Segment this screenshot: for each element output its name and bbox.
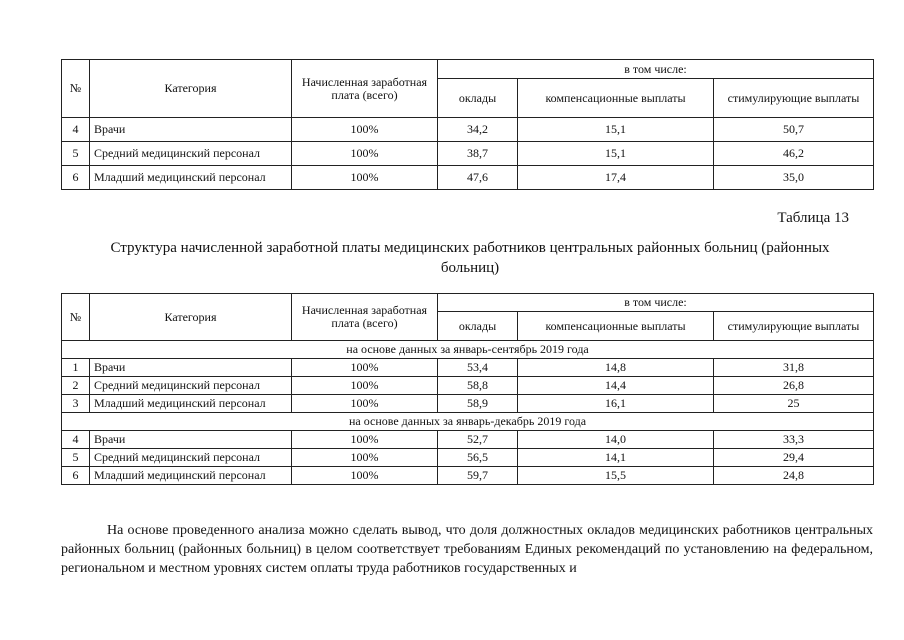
table-row	[62, 395, 874, 413]
header-num: №	[62, 294, 90, 341]
table-continuation	[61, 59, 874, 190]
cell-compensation: 15,1	[518, 118, 714, 142]
cell-category: Врачи	[90, 118, 292, 142]
cell-salaries: 58,8	[438, 377, 518, 395]
cell-num: 5	[62, 449, 90, 467]
cell-total: 100%	[292, 449, 438, 467]
cell-incentive: 35,0	[714, 166, 874, 190]
header-incentive: стимулирующие выплаты	[714, 79, 874, 118]
cell-compensation: 17,4	[518, 166, 714, 190]
table-13	[61, 293, 874, 485]
header-compensation: компенсационные выплаты	[518, 312, 714, 341]
table-row	[62, 449, 874, 467]
header-accrued: Начисленная заработная плата (всего)	[292, 294, 438, 341]
cell-salaries: 47,6	[438, 166, 518, 190]
cell-salaries: 56,5	[438, 449, 518, 467]
cell-num: 4	[62, 118, 90, 142]
cell-category: Младший медицинский персонал	[90, 395, 292, 413]
header-including: в том числе:	[438, 60, 874, 79]
body-paragraph: На основе проведенного анализа можно сделать вывод, что доля должностных окладов медицинских работников центральных районных больниц (районных больниц) в целом соответствует требованиям Единых рекомендаций по установлению на федеральном, региональном и местном уровнях систем оплаты труда работников государственных и	[61, 523, 873, 576]
cell-incentive: 25	[714, 395, 874, 413]
cell-incentive: 50,7	[714, 118, 874, 142]
cell-salaries: 53,4	[438, 359, 518, 377]
cell-num: 6	[62, 467, 90, 485]
section-header: на основе данных за январь-сентябрь 2019 года	[62, 341, 874, 359]
cell-compensation: 14,8	[518, 359, 714, 377]
cell-total: 100%	[292, 377, 438, 395]
cell-category: Врачи	[90, 431, 292, 449]
cell-compensation: 14,0	[518, 431, 714, 449]
cell-total: 100%	[292, 142, 438, 166]
cell-category: Врачи	[90, 359, 292, 377]
cell-salaries: 38,7	[438, 142, 518, 166]
table-row	[62, 142, 874, 166]
cell-incentive: 24,8	[714, 467, 874, 485]
cell-num: 6	[62, 166, 90, 190]
header-incentive: стимулирующие выплаты	[714, 312, 874, 341]
table-row	[62, 118, 874, 142]
cell-total: 100%	[292, 467, 438, 485]
cell-total: 100%	[292, 166, 438, 190]
cell-total: 100%	[292, 118, 438, 142]
header-salaries: оклады	[438, 312, 518, 341]
header-category: Категория	[90, 294, 292, 341]
cell-category: Средний медицинский персонал	[90, 449, 292, 467]
cell-compensation: 16,1	[518, 395, 714, 413]
cell-num: 5	[62, 142, 90, 166]
cell-compensation: 14,4	[518, 377, 714, 395]
cell-num: 4	[62, 431, 90, 449]
cell-salaries: 59,7	[438, 467, 518, 485]
table-row	[62, 467, 874, 485]
cell-salaries: 58,9	[438, 395, 518, 413]
table-number: Таблица 13	[777, 210, 849, 226]
cell-incentive: 31,8	[714, 359, 874, 377]
table-row	[62, 377, 874, 395]
cell-category: Младший медицинский персонал	[90, 467, 292, 485]
cell-num: 3	[62, 395, 90, 413]
cell-total: 100%	[292, 431, 438, 449]
header-salaries: оклады	[438, 79, 518, 118]
cell-salaries: 52,7	[438, 431, 518, 449]
cell-category: Средний медицинский персонал	[90, 142, 292, 166]
cell-salaries: 34,2	[438, 118, 518, 142]
cell-incentive: 33,3	[714, 431, 874, 449]
table-row	[62, 166, 874, 190]
cell-num: 1	[62, 359, 90, 377]
cell-compensation: 15,5	[518, 467, 714, 485]
table-row	[62, 431, 874, 449]
header-compensation: компенсационные выплаты	[518, 79, 714, 118]
header-accrued: Начисленная заработная плата (всего)	[292, 60, 438, 118]
cell-compensation: 15,1	[518, 142, 714, 166]
cell-incentive: 46,2	[714, 142, 874, 166]
cell-total: 100%	[292, 359, 438, 377]
table-title: Структура начисленной заработной платы медицинских работников центральных районных больниц (районных больниц)	[110, 240, 830, 276]
cell-incentive: 29,4	[714, 449, 874, 467]
cell-num: 2	[62, 377, 90, 395]
header-including: в том числе:	[438, 294, 874, 312]
cell-compensation: 14,1	[518, 449, 714, 467]
header-num: №	[62, 60, 90, 118]
cell-category: Младший медицинский персонал	[90, 166, 292, 190]
cell-category: Средний медицинский персонал	[90, 377, 292, 395]
cell-incentive: 26,8	[714, 377, 874, 395]
cell-total: 100%	[292, 395, 438, 413]
header-category: Категория	[90, 60, 292, 118]
section-header: на основе данных за январь-декабрь 2019 года	[62, 413, 874, 431]
table-row	[62, 359, 874, 377]
